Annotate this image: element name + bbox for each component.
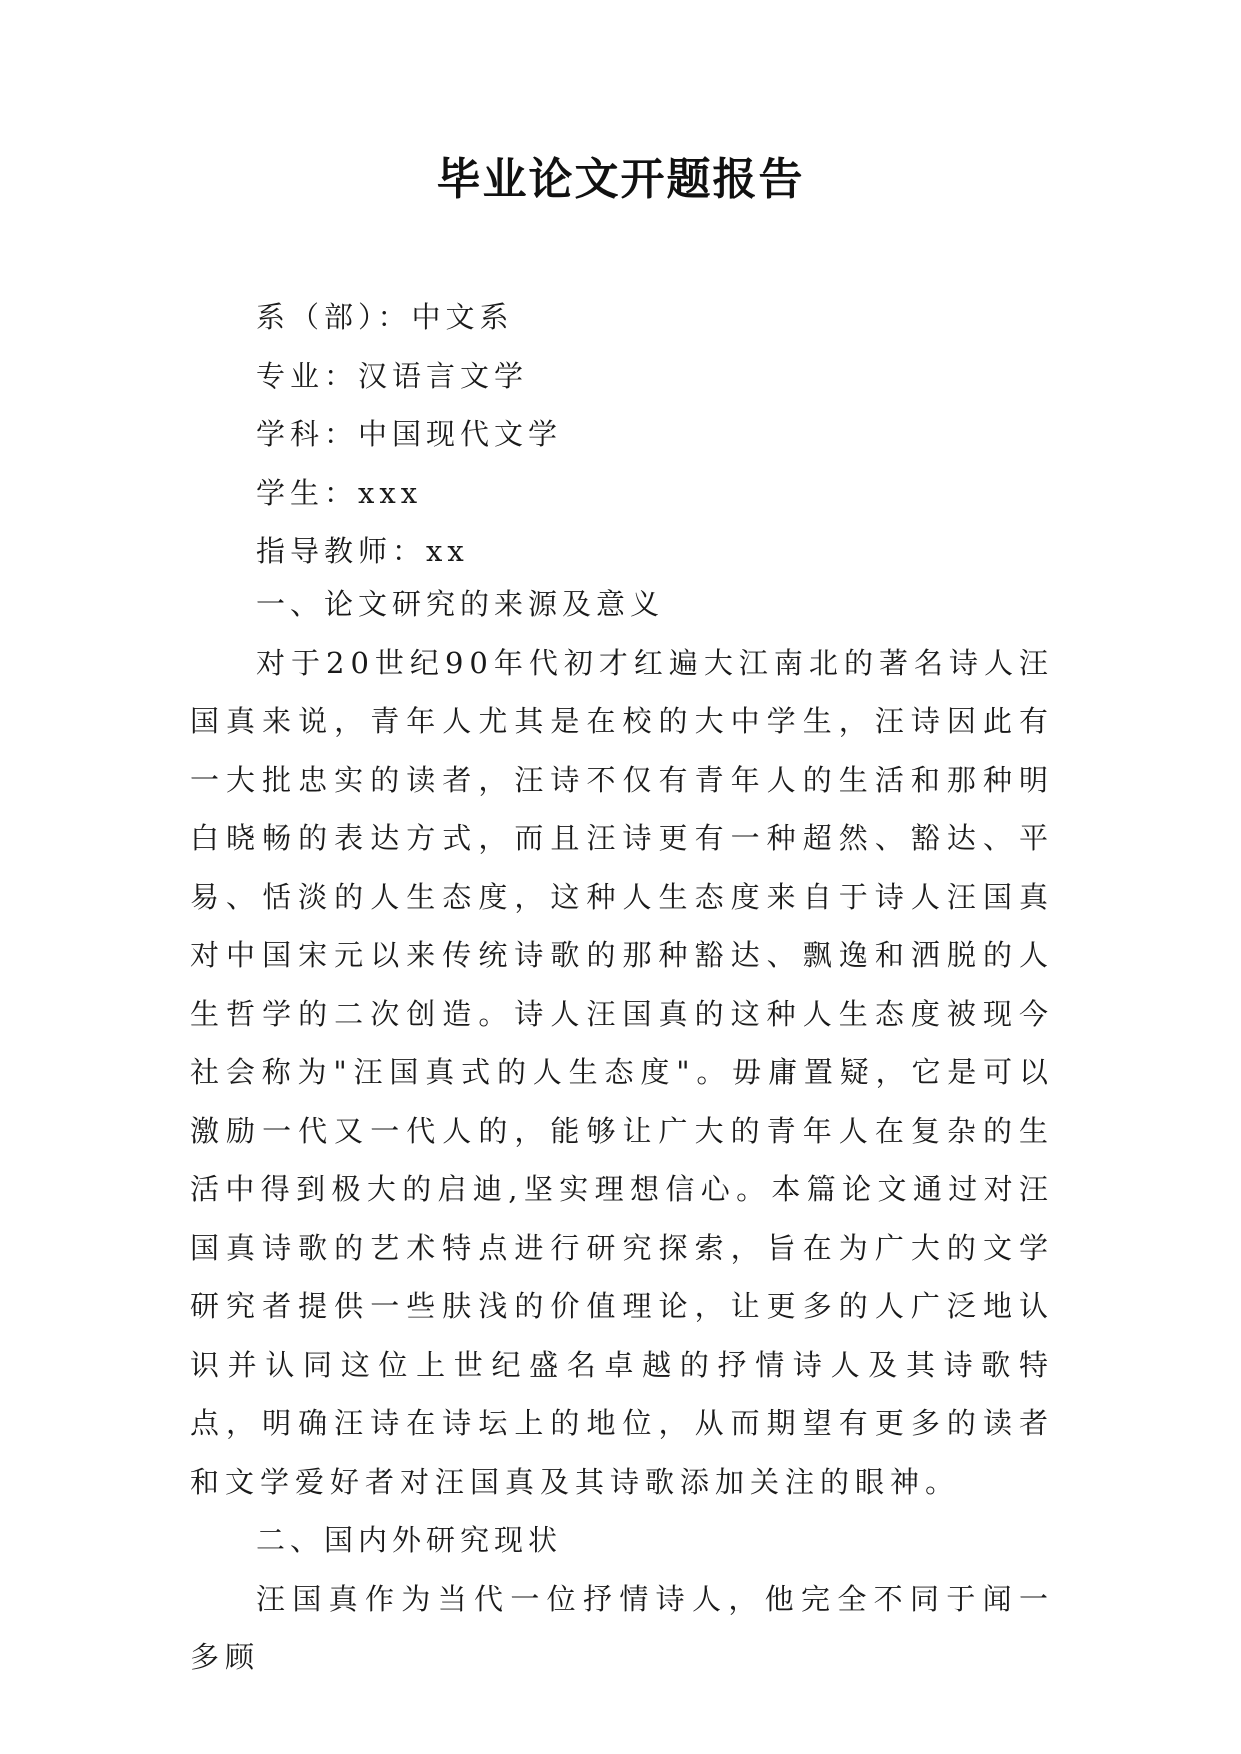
advisor-line: 指导教师：xx xyxy=(256,534,469,568)
section-paragraph-source-significance: 对于20世纪90年代初才红遍大江南北的著名诗人汪国真来说，青年人尤其是在校的大中学生，汪诗因此有一大批忠实的读者，汪诗不仅有青年人的生活和那种明白晓畅的表达方式，而且汪诗更有一种超然、豁达、平易、恬淡的人生态度，这种人生态度来自于诗人汪国真对中国宋元以来传统诗歌的那种豁达、飘逸和洒脱的人生哲学的二次创造。诗人汪国真的这种人生态度被现今社会称为"汪国真式的人生态度"。毋庸置疑，它是可以激励一代又一代人的，能够让广大的青年人在复杂的生活中得到极大的启迪,坚实理想信心。本篇论文通过对汪国真诗歌的艺术特点进行研究探索，旨在为广大的文学研究者提供一些肤浅的价值理论，让更多的人广泛地认识并认同这位上世纪盛名卓越的抒情诗人及其诗歌特点，明确汪诗在诗坛上的地位，从而期望有更多的读者和文学爱好者对汪国真及其诗歌添加关注的眼神。 xyxy=(190,645,1054,1499)
section-heading-research-status: 二、国内外研究现状 xyxy=(256,1523,563,1557)
subject-line: 学科：中国现代文学 xyxy=(256,417,563,451)
report-body xyxy=(190,575,1054,1674)
department-line: 系（部）：中文系 xyxy=(256,300,514,334)
major-line: 专业：汉语言文学 xyxy=(256,358,529,393)
student-line: 学生：xxx xyxy=(256,475,423,510)
section-paragraph-research-status: 汪国真作为当代一位抒情诗人，他完全不同于闻一多顾 xyxy=(190,1581,1054,1674)
report-info-list xyxy=(256,288,562,581)
section-heading-source-significance: 一、论文研究的来源及意义 xyxy=(256,587,665,621)
document-title: 毕业论文开题报告 xyxy=(436,154,805,205)
